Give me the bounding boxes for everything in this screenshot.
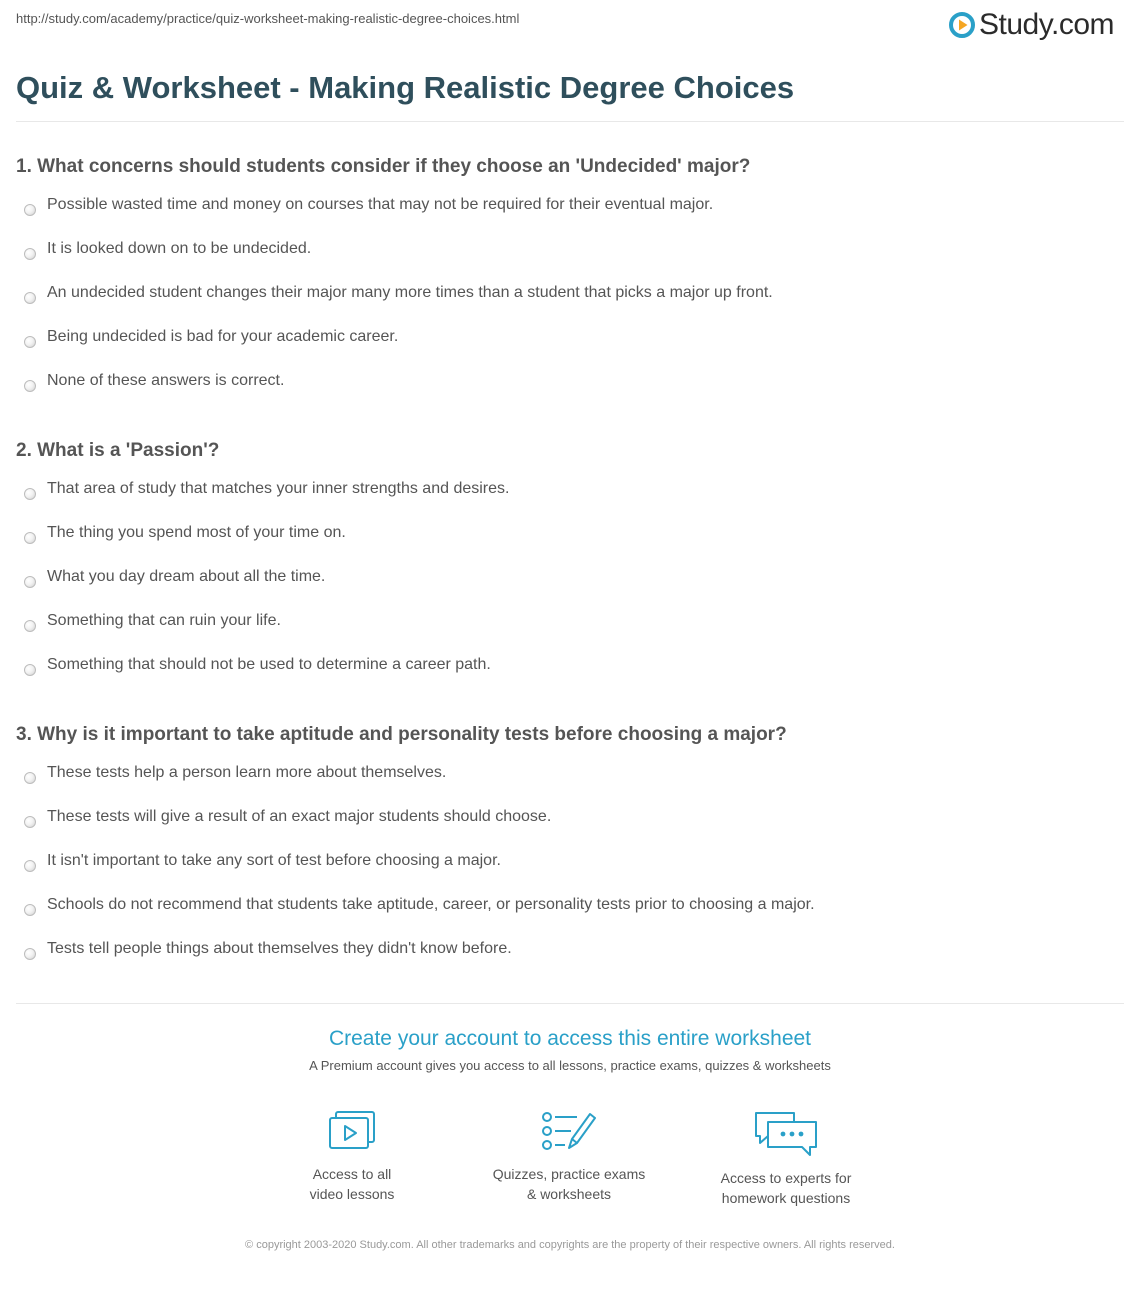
chat-experts-icon xyxy=(754,1110,818,1158)
radio-button[interactable] xyxy=(24,292,36,304)
question-title: 1. What concerns should students consider if they choose an 'Undecided' major? xyxy=(16,156,751,177)
study-logo[interactable] xyxy=(949,8,1114,42)
answer-option[interactable] xyxy=(16,761,1116,805)
answer-text: It isn't important to take any sort of test before choosing a major. xyxy=(47,852,501,869)
feature-video-lessons xyxy=(262,1110,442,1204)
answer-list xyxy=(16,477,1116,697)
answer-option[interactable] xyxy=(16,369,1116,413)
answer-option[interactable] xyxy=(16,937,1116,981)
radio-button[interactable] xyxy=(24,488,36,500)
question-title: 3. Why is it important to take aptitude and personality tests before choosing a major? xyxy=(16,724,787,745)
answer-option[interactable] xyxy=(16,237,1116,281)
answer-option[interactable] xyxy=(16,805,1116,849)
answer-text: Being undecided is bad for your academic career. xyxy=(47,328,399,345)
radio-button[interactable] xyxy=(24,576,36,588)
radio-button[interactable] xyxy=(24,772,36,784)
feature-label: Access to all video lessons xyxy=(309,1166,395,1202)
feature-label: Quizzes, practice exams & worksheets xyxy=(492,1166,646,1202)
answer-list xyxy=(16,761,1116,981)
cta-subheading: A Premium account gives you access to all lessons, practice exams, quizzes & worksheets xyxy=(309,1058,831,1073)
answer-option[interactable] xyxy=(16,653,1116,697)
answer-list xyxy=(16,193,1116,413)
answer-option[interactable] xyxy=(16,325,1116,369)
answer-text: None of these answers is correct. xyxy=(47,372,285,389)
question-3 xyxy=(16,720,1116,981)
feature-experts xyxy=(696,1110,876,1208)
question-2 xyxy=(16,436,1116,697)
feature-label: Access to experts for homework questions xyxy=(720,1170,852,1206)
play-circle-icon xyxy=(949,12,975,38)
answer-text: Schools do not recommend that students take aptitude, career, or personality tests prior to choosing a major. xyxy=(47,896,815,913)
feature-quizzes xyxy=(479,1110,659,1204)
radio-button[interactable] xyxy=(24,248,36,260)
radio-button[interactable] xyxy=(24,532,36,544)
answer-text: Tests tell people things about themselves they didn't know before. xyxy=(47,940,512,957)
question-1 xyxy=(16,152,1116,413)
create-account-link[interactable]: Create your account to access this entire worksheet xyxy=(328,1027,812,1050)
answer-text: Possible wasted time and money on courses that may not be required for their eventual major. xyxy=(47,196,714,213)
page-title: Quiz & Worksheet - Making Realistic Degree Choices xyxy=(16,70,795,105)
answer-option[interactable] xyxy=(16,193,1116,237)
question-title: 2. What is a 'Passion'? xyxy=(16,440,220,461)
answer-text: Something that can ruin your life. xyxy=(47,612,281,629)
video-lessons-icon xyxy=(326,1110,378,1154)
radio-button[interactable] xyxy=(24,904,36,916)
cta-divider xyxy=(16,1003,1124,1004)
answer-option[interactable] xyxy=(16,565,1116,609)
radio-button[interactable] xyxy=(24,816,36,828)
answer-option[interactable] xyxy=(16,281,1116,325)
radio-button[interactable] xyxy=(24,948,36,960)
quiz-checklist-icon xyxy=(541,1110,597,1154)
radio-button[interactable] xyxy=(24,860,36,872)
answer-text: That area of study that matches your inner strengths and desires. xyxy=(47,480,510,497)
answer-option[interactable] xyxy=(16,609,1116,653)
radio-button[interactable] xyxy=(24,664,36,676)
answer-option[interactable] xyxy=(16,477,1116,521)
answer-option[interactable] xyxy=(16,893,1116,937)
radio-button[interactable] xyxy=(24,380,36,392)
title-divider xyxy=(16,121,1124,122)
radio-button[interactable] xyxy=(24,620,36,632)
answer-option[interactable] xyxy=(16,521,1116,565)
answer-text: It is looked down on to be undecided. xyxy=(47,240,312,257)
answer-text: An undecided student changes their major many more times than a student that picks a major up front. xyxy=(47,284,773,301)
radio-button[interactable] xyxy=(24,336,36,348)
logo-text: Study.com xyxy=(979,8,1114,41)
answer-text: These tests will give a result of an exact major students should choose. xyxy=(47,808,552,825)
answer-text: The thing you spend most of your time on. xyxy=(47,524,346,541)
answer-text: Something that should not be used to determine a career path. xyxy=(47,656,491,673)
answer-text: What you day dream about all the time. xyxy=(47,568,326,585)
answer-text: These tests help a person learn more about themselves. xyxy=(47,764,447,781)
copyright-text: © copyright 2003-2020 Study.com. All other trademarks and copyrights are the property of their respective owners. All rights reserved. xyxy=(245,1239,895,1251)
radio-button[interactable] xyxy=(24,204,36,216)
page-url: http://study.com/academy/practice/quiz-worksheet-making-realistic-degree-choices.html xyxy=(16,11,520,26)
answer-option[interactable] xyxy=(16,849,1116,893)
